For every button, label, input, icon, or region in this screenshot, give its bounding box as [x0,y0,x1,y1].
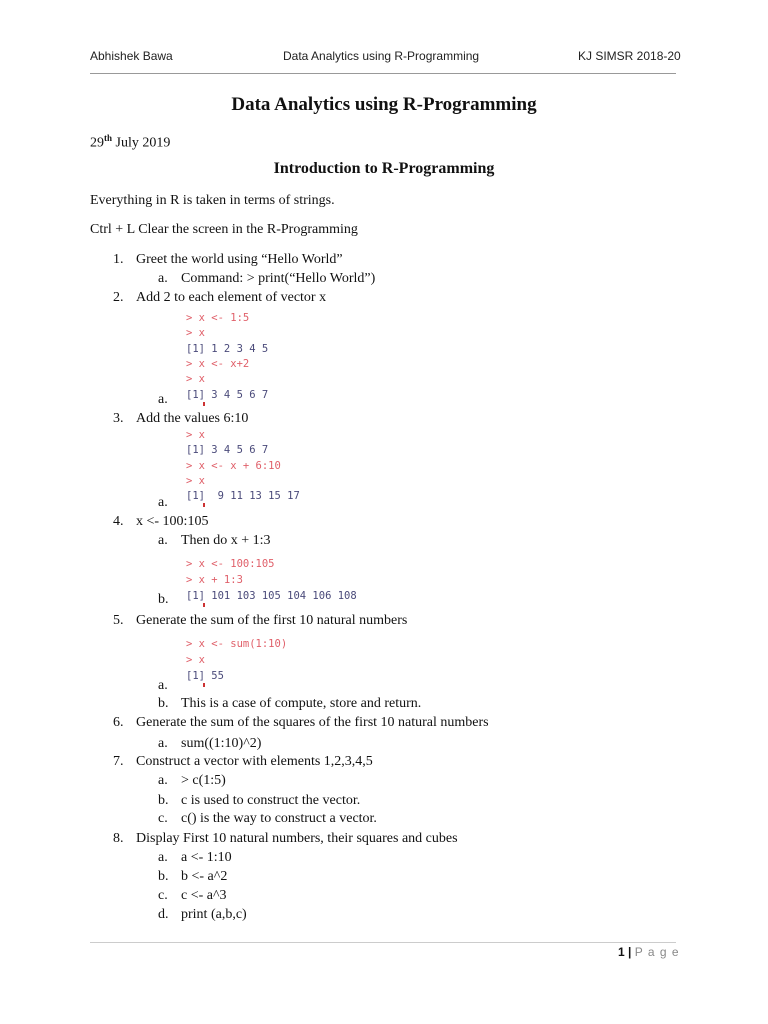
sub-item-letter: a. [158,392,168,407]
sub-item-text: c <- a^3 [181,888,227,903]
r-console-line: > x + 1:3 [186,574,243,586]
footer-rule [90,942,676,943]
r-console-line: [1] 1 2 3 4 5 [186,342,269,355]
sub-item-text: print (a,b,c) [181,907,247,922]
list-item-text: Construct a vector with elements 1,2,3,4,5 [136,754,373,769]
sub-item-letter: b. [158,869,169,884]
sub-item-text: sum((1:10)^2) [181,736,262,751]
sub-item-letter: b. [158,696,169,711]
list-item-text: Add 2 to each element of vector x [136,290,327,305]
sub-item-text: Then do x + 1:3 [181,533,271,548]
r-console-line: > x <- x+2 [186,357,250,370]
list-number: 3. [113,411,124,426]
date: 29th July 2019 [90,133,171,151]
list-number: 6. [113,715,124,730]
sub-item-letter: c. [158,811,168,826]
sub-item-letter: b. [158,592,169,607]
cursor-mark [203,683,205,687]
r-console-line: > x [186,654,205,666]
r-console-line: > x <- 1:5 [186,312,250,324]
intro-line: Ctrl + L Clear the screen in the R-Programming [90,222,358,237]
list-number: 1. [113,252,124,267]
header-institute: KJ SIMSR 2018-20 [578,49,681,63]
r-console-line: > x [186,373,205,386]
r-console-line: > x <- sum(1:10) [186,638,288,650]
list-item-text: Greet the world using “Hello World” [136,252,343,267]
r-console-line: [1] 101 103 105 104 106 108 [186,590,357,602]
list-item-text: Display First 10 natural numbers, their squares and cubes [136,831,458,846]
sub-item-text: c() is the way to construct a vector. [181,811,377,826]
cursor-mark [203,402,205,406]
list-number: 5. [113,613,124,628]
header-author: Abhishek Bawa [90,49,173,63]
list-number: 7. [113,754,124,769]
sub-item-letter: c. [158,888,168,903]
list-item-text: Add the values 6:10 [136,411,249,426]
cursor-mark [203,503,205,507]
r-console-line: [1] 3 4 5 6 7 [186,388,269,401]
r-console-line: [1] 3 4 5 6 7 [186,444,269,457]
r-console-line: > x [186,474,205,487]
sub-item-text: This is a case of compute, store and return. [181,696,422,711]
cursor-mark [203,603,205,607]
sub-item-letter: a. [158,773,168,788]
sub-item-text: b <- a^2 [181,869,228,884]
sub-item-letter: b. [158,793,169,808]
list-number: 8. [113,831,124,846]
intro-line: Everything in R is taken in terms of strings. [90,193,335,208]
sub-item-letter: d. [158,907,169,922]
sub-item-letter: a. [158,678,168,693]
page-number: 1 | P a g e [618,945,680,959]
sub-item-text: c is used to construct the vector. [181,793,361,808]
page-title: Data Analytics using R-Programming [231,94,537,115]
sub-item-text: > c(1:5) [181,773,226,788]
list-number: 2. [113,290,124,305]
sub-item-letter: a. [158,533,168,548]
header-course: Data Analytics using R-Programming [283,49,480,63]
sub-item-letter: a. [158,736,168,751]
list-item-text: x <- 100:105 [136,514,209,529]
sub-item-text: Command: > print(“Hello World”) [181,271,376,286]
r-console-line: [1] 55 [186,670,224,682]
r-console-line: > x <- 100:105 [186,558,275,570]
list-item-text: Generate the sum of the first 10 natural numbers [136,613,408,628]
section-heading: Introduction to R-Programming [273,160,495,177]
r-console-line: > x [186,327,205,340]
r-console-line: > x <- x + 6:10 [186,459,281,472]
sub-item-text: a <- 1:10 [181,850,232,865]
header-rule [90,73,676,74]
list-item-text: Generate the sum of the squares of the first 10 natural numbers [136,715,489,730]
list-number: 4. [113,514,124,529]
sub-item-letter: a. [158,271,168,286]
r-console-line: [1] 9 11 13 15 17 [186,490,300,503]
r-console-line: > x [186,429,205,441]
sub-item-letter: a. [158,495,168,510]
sub-item-letter: a. [158,850,168,865]
